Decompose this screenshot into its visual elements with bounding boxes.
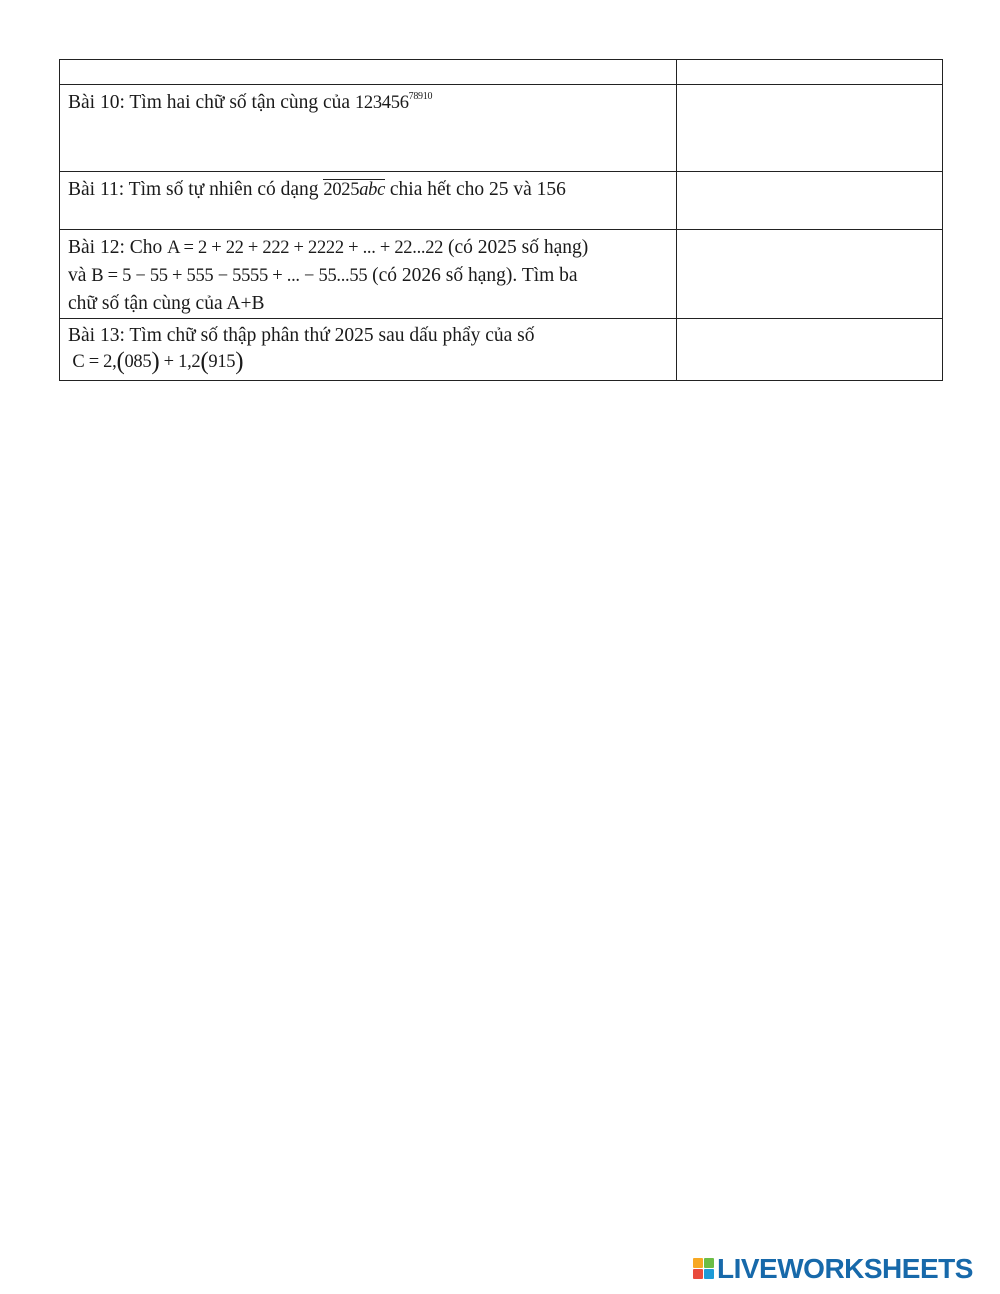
header-cell-answer	[677, 60, 943, 85]
answer-field-13[interactable]	[685, 323, 934, 380]
question-text-10: Bài 10: Tìm hai chữ số tận cùng của	[68, 92, 355, 113]
math-expr-c	[68, 348, 244, 375]
right-paren: )	[235, 348, 244, 375]
logo-mark-icon	[693, 1258, 714, 1280]
expr-c-mid: + 1,2	[159, 352, 201, 372]
math-exponent: 78910	[408, 91, 433, 102]
repeating-period-1: 085	[124, 352, 152, 372]
math-base: 123456	[354, 93, 409, 113]
math-expr-a: A = 2 + 22 + 222 + 2222 + ... + 22...22	[167, 238, 444, 258]
note-a: (có 2025 số hạng)	[443, 237, 589, 258]
answer-field-11[interactable]	[685, 176, 934, 229]
question-text-11: Bài 11: Tìm số tự nhiên có dạng	[68, 179, 324, 200]
logo-text: LIVEWORKSHEETS	[717, 1253, 973, 1284]
question-cell-13	[60, 319, 677, 381]
question-cell-12	[60, 230, 677, 319]
overline-variables: abc	[359, 180, 386, 200]
answer-field-12[interactable]	[685, 234, 934, 318]
logo-square-icon	[693, 1269, 703, 1279]
question-cell-11	[60, 172, 677, 230]
header-cell-question	[60, 60, 677, 85]
overline-digits: 2025	[323, 180, 360, 200]
answer-field-10[interactable]	[685, 89, 934, 171]
liveworksheets-logo	[693, 1255, 973, 1283]
left-paren: (	[116, 348, 125, 375]
table-header-row	[60, 60, 943, 85]
worksheet-table	[59, 59, 943, 381]
logo-square-icon	[704, 1269, 714, 1279]
answer-cell-12[interactable]	[677, 230, 943, 319]
logo-square-icon	[704, 1258, 714, 1268]
question-rest-11: chia hết cho 25 và 156	[385, 179, 566, 200]
line3-text: chữ số tận cùng của A+B	[68, 293, 265, 314]
question-text-12: Bài 12: Cho	[68, 237, 168, 258]
math-expr-b: B = 5 − 55 + 555 − 5555 + ... − 55...55	[91, 266, 368, 286]
answer-cell-13[interactable]	[677, 319, 943, 381]
table-row	[60, 172, 943, 230]
repeating-period-2: 915	[208, 352, 236, 372]
table-row	[60, 230, 943, 319]
right-paren: )	[151, 348, 160, 375]
table-row	[60, 85, 943, 172]
line2-prefix: và	[68, 265, 92, 286]
left-paren: (	[200, 348, 209, 375]
answer-cell-11[interactable]	[677, 172, 943, 230]
math-overline-number	[323, 179, 385, 200]
question-cell-10	[60, 85, 677, 172]
question-text-13: Bài 13: Tìm chữ số thập phân thứ 2025 sau dấu phẩy của số	[68, 325, 535, 346]
note-b: (có 2026 số hạng). Tìm ba	[367, 265, 578, 286]
table-row	[60, 319, 943, 381]
answer-cell-10[interactable]	[677, 85, 943, 172]
expr-c-start: C = 2,	[72, 352, 117, 372]
logo-square-icon	[693, 1258, 703, 1268]
